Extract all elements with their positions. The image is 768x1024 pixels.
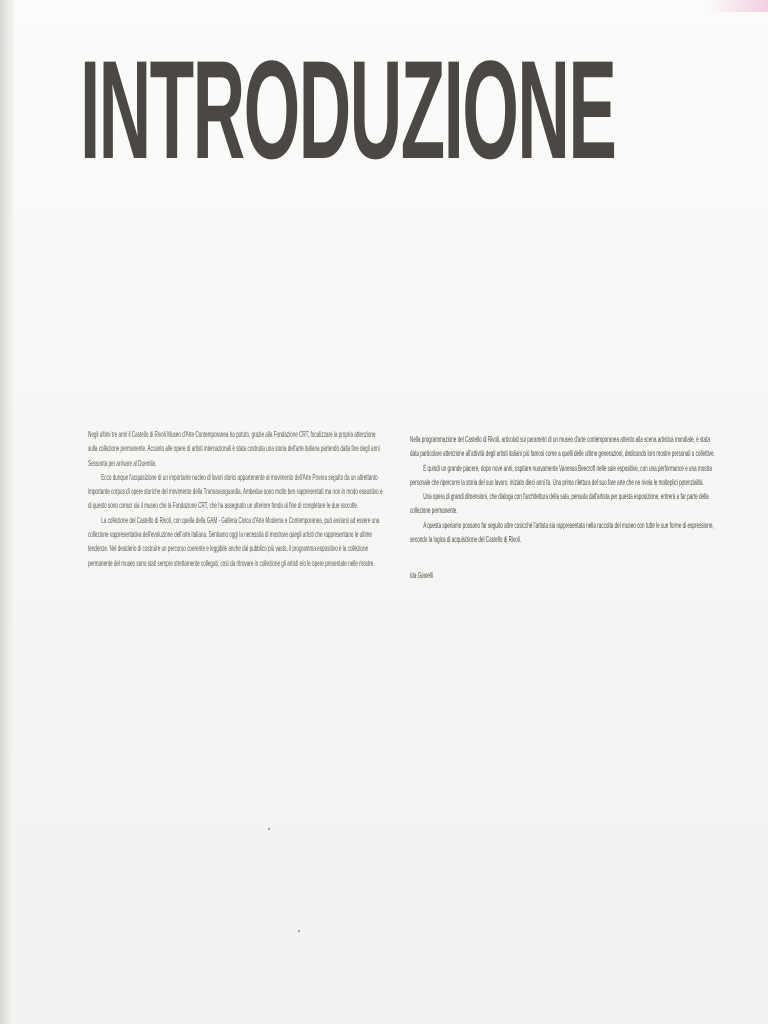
print-speck [298, 930, 300, 932]
author-signature: Ida Gianelli [410, 570, 434, 581]
corner-tint [708, 0, 768, 12]
left-paragraph-2: Ecco dunque l'acquisizione di un importante nucleo di lavori storici appartenente al movimento dell'Arte Povera seguito da un altrettanto importante corpus di opere storiche del movimento della Transavanguardia. Ambedue sono molto ben rappresentati ma non in modo esaustivo e di questo sono consci sia il museo che la Fondazione CRT, che ha assegnato un ulteriore fondo al fine di completare le due raccolte. [88, 471, 383, 511]
right-paragraph-4: A questa speriamo possano far seguito altre cosicché l'artista sia rappresentata nella raccolta del museo con tutte le sue forme di espressione, secondo la logica di acquisizione del Castello di Rivoli. [410, 519, 714, 545]
right-text-column [410, 432, 718, 583]
print-speck [268, 828, 270, 830]
binding-shadow [0, 0, 14, 1024]
page-title: INTRODUZIONE [80, 31, 616, 188]
left-text-column [88, 427, 385, 570]
left-paragraph-3: La collezione del Castello di Rivoli, con quella della GAM - Galleria Civica d'Arte Moderna e Contemporanea, può avviarsi ad essere una collezione rappresentativa dell'evoluzione dell'arte italiana. Sentiamo oggi la necessità di mostrare quegli artisti che rappresentano le ultime tendenze. Nel desiderio di costruire un percorso coerente e leggibile anche dal pubblico più vasto, il programma espositivo e la collezione permanente del museo sono stati sempre strettamente collegati, così da ritrovare in collezione gli artisti e/o le opere presentate nelle mostre. [88, 514, 380, 568]
right-paragraph-3: Una opera di grandi dimensioni, che dialoga con l'architettura della sala, pensata dall'artista per questa esposizione, entrerà a far parte della collezione permanente. [410, 491, 709, 516]
right-paragraph-1: Nella programmazione del Castello di Rivoli, articolati sui parametri di un museo d'arte contemporanea attento alla scena artistica mondiale, è stata data particolare attenzione all'attività degli artisti italiani più famosi come a quelli delle ultime generazioni, dedicando loro mostre personali o collettive. [410, 434, 715, 459]
right-paragraph-2: È quindi un grande piacere, dopo nove anni, ospitare nuovamente Vanessa Beecroft nelle sale espositive, con una performance e una mostra personale che ripercorre la storia del suo lavoro, iniziato dieci anni fa. Una prima rilettura del suo fare arte che ne rivela le molteplici potenzialità. [410, 462, 712, 487]
left-paragraph-1: Negli ultimi tre anni il Castello di Rivoli Museo d'Arte Contemporanea ha potuto, grazie alla Fondazione CRT, focalizzare la propria attenzione sulla collezione permanente. Accanto alle opere di artisti internazionali è stata costruita una storia dell'arte italiana partendo dalla fine degli anni Sessanta per arrivare al Duemila. [88, 429, 380, 468]
